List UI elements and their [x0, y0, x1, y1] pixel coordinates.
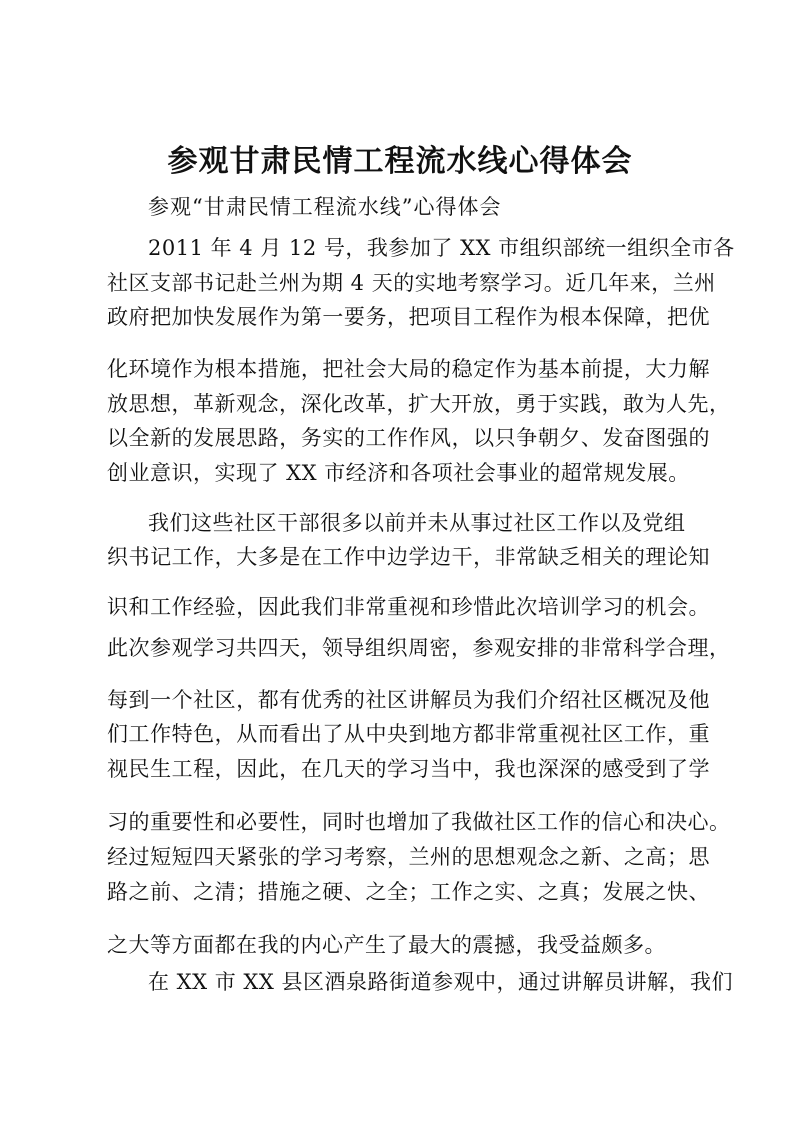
paragraph-2-line-6: 们工作特色，从而看出了从中央到地方都非常重视社区工作，重 — [107, 722, 710, 746]
paragraph-1-line-2: 社区支部书记赴兰州为期 4 天的实地考察学习。近几年来，兰州 — [107, 271, 716, 295]
paragraph-1-line-4: 化环境作为根本措施，把社会大局的稳定作为基本前提，大力解 — [107, 357, 710, 381]
paragraph-2-line-7: 视民生工程，因此，在几天的学习当中，我也深深的感受到了学 — [107, 757, 710, 781]
paragraph-1-line-5: 放思想，革新观念，深化改革，扩大开放，勇于实践，敢为人先， — [107, 392, 731, 416]
paragraph-2-line-3: 识和工作经验，因此我们非常重视和珍惜此次培训学习的机会。 — [107, 595, 710, 619]
paragraph-2-line-5: 每到一个社区，都有优秀的社区讲解员为我们介绍社区概况及他 — [107, 688, 710, 712]
paragraph-1-line-1: 2011 年 4 月 12 号，我参加了 XX 市组织部统一组织全市各 — [148, 236, 735, 260]
paragraph-3-line-1: 在 XX 市 XX 县区酒泉路街道参观中，通过讲解员讲解，我们 — [148, 970, 733, 994]
paragraph-2-line-10: 路之前、之清；措施之硬、之全；工作之实、之真；发展之快、 — [107, 880, 710, 904]
paragraph-1-line-6: 以全新的发展思路，务实的工作作风，以只争朝夕、发奋图强的 — [107, 426, 710, 450]
paragraph-2-line-2: 织书记工作，大多是在工作中边学边干，非常缺乏相关的理论知 — [107, 545, 710, 569]
paragraph-2-line-1: 我们这些社区干部很多以前并未从事过社区工作以及党组 — [148, 511, 686, 535]
paragraph-1-line-7: 创业意识，实现了 XX 市经济和各项社会事业的超常规发展。 — [107, 461, 690, 485]
paragraph-2-line-9: 经过短短四天紧张的学习考察，兰州的思想观念之新、之高；思 — [107, 845, 710, 869]
paragraph-2-line-4: 此次参观学习共四天，领导组织周密，参观安排的非常科学合理， — [107, 636, 731, 660]
document-title: 参观甘肃民情工程流水线心得体会 — [167, 144, 633, 179]
paragraph-1-line-3: 政府把加快发展作为第一要务，把项目工程作为根本保障，把优 — [107, 305, 710, 329]
document-subtitle: 参观“甘肃民情工程流水线”心得体会 — [148, 195, 502, 219]
paragraph-2-line-11: 之大等方面都在我的内心产生了最大的震撼，我受益颇多。 — [107, 933, 666, 957]
paragraph-2-line-8: 习的重要性和必要性，同时也增加了我做社区工作的信心和决心。 — [107, 810, 731, 834]
